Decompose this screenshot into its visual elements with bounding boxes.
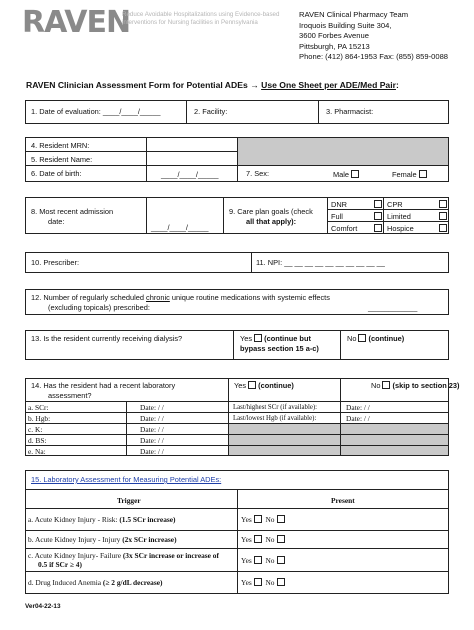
goal-hospice[interactable]: Hospice <box>387 224 414 233</box>
last-lowest-hgb-date[interactable]: Date: / / <box>346 414 370 423</box>
contact-address <box>299 10 469 63</box>
male-checkbox[interactable] <box>351 170 359 178</box>
date-of-evaluation-field[interactable]: 1. Date of evaluation: ____/____/_____ <box>31 107 161 116</box>
lab-bs-label: d. BS: <box>28 436 47 445</box>
labs-yes-checkbox[interactable] <box>248 381 256 389</box>
labs-question: 14. Has the resident had a recent laboratory <box>31 381 176 390</box>
shaded-area <box>229 424 448 455</box>
prescriber-field[interactable]: 10. Prescriber: <box>31 258 80 267</box>
goal-comfort-checkbox[interactable] <box>374 224 382 232</box>
address-line: Phone: (412) 864-1953 Fax: (855) 859-0088 <box>299 52 449 62</box>
lab-na-label: e. Na: <box>28 447 46 456</box>
present-column-header: Present <box>331 496 355 505</box>
version-footer: Ver04-22-13 <box>25 603 61 610</box>
labs-yes-option[interactable]: Yes (continue) <box>234 381 294 390</box>
labs-question-2: assessment? <box>48 391 92 400</box>
address-line: Iroquois Building Suite 304, <box>299 20 392 30</box>
trigger-aki-failure-2: 0.5 if SCr ≥ 4) <box>38 560 82 569</box>
admission-date-label: 8. Most recent admission <box>31 207 114 216</box>
goal-comfort[interactable]: Comfort <box>331 224 358 233</box>
aki-failure-yes-checkbox[interactable] <box>254 556 262 564</box>
admission-date-label-2: date: <box>48 217 65 226</box>
lab-k-label: c. K: <box>28 425 43 434</box>
goal-limited-checkbox[interactable] <box>439 212 447 220</box>
last-highest-scr-label: Last/highest SCr (if available): <box>233 404 317 411</box>
facility-field[interactable]: 2. Facility: <box>194 107 228 116</box>
goal-hospice-checkbox[interactable] <box>439 224 447 232</box>
aki-risk-present[interactable]: Yes No <box>241 515 285 524</box>
address-line: 3600 Forbes Avenue <box>299 31 369 41</box>
drug-anemia-yes-checkbox[interactable] <box>254 578 262 586</box>
lab-na-date[interactable]: Date: / / <box>140 447 164 456</box>
aki-injury-yes-checkbox[interactable] <box>254 535 262 543</box>
aki-injury-present[interactable]: Yes No <box>241 535 285 544</box>
goal-cpr-checkbox[interactable] <box>439 200 447 208</box>
lab-hgb-label: b. Hgb: <box>28 414 51 423</box>
pharmacist-field[interactable]: 3. Pharmacist: <box>326 107 374 116</box>
logo-tagline: Reduce Avoidable Hospitalizations using Evidence-based interventions for Nursing facilities in Pennsylvania <box>122 11 280 26</box>
aki-risk-no-checkbox[interactable] <box>277 515 285 523</box>
sex-female-option[interactable] <box>392 170 427 179</box>
dialysis-yes-note: bypass section 15 a-c) <box>240 344 319 353</box>
sex-male-option[interactable] <box>333 170 359 179</box>
medications-count-field[interactable]: ____________ <box>368 303 418 312</box>
date-of-birth-label: 6. Date of birth: <box>31 169 82 178</box>
care-plan-goals-label: 9. Care plan goals (check <box>229 207 313 216</box>
goal-full-checkbox[interactable] <box>374 212 382 220</box>
lab-hgb-date[interactable]: Date: / / <box>140 414 164 423</box>
goal-limited[interactable]: Limited <box>387 212 411 221</box>
title-underlined: Use One Sheet per ADE/Med Pair <box>261 80 396 90</box>
trigger-aki-risk: a. Acute Kidney Injury - Risk: (1.5 SCr increase) <box>28 515 176 524</box>
care-plan-goals-label-2: all that apply): <box>246 217 297 226</box>
resident-name-label: 5. Resident Name: <box>31 155 93 164</box>
goal-dnr-checkbox[interactable] <box>374 200 382 208</box>
drug-anemia-no-checkbox[interactable] <box>277 578 285 586</box>
aki-failure-no-checkbox[interactable] <box>277 556 285 564</box>
trigger-column-header: Trigger <box>117 496 141 505</box>
shaded-area <box>238 138 448 165</box>
female-checkbox[interactable] <box>419 170 427 178</box>
trigger-aki-injury: b. Acute Kidney Injury - Injury (2x SCr increase) <box>28 535 177 544</box>
goal-dnr[interactable]: DNR <box>331 200 348 209</box>
trigger-drug-anemia: d. Drug Induced Anemia (≥ 2 g/dL decrease) <box>28 578 163 587</box>
female-label: Female <box>392 170 417 179</box>
lab-scr-label: a. SCr: <box>28 403 49 412</box>
lab-k-date[interactable]: Date: / / <box>140 425 164 434</box>
raven-logo: RAVEN <box>22 5 131 40</box>
dialysis-yes-option[interactable]: Yes (continue but <box>240 334 311 343</box>
title-suffix: : <box>395 80 399 90</box>
address-line: Pittsburgh, PA 15213 <box>299 41 370 51</box>
address-line: RAVEN Clinical Pharmacy Team <box>299 10 409 19</box>
aki-risk-yes-checkbox[interactable] <box>254 515 262 523</box>
labs-no-checkbox[interactable] <box>382 381 390 389</box>
last-lowest-hgb-label: Last/lowest Hgb (if available): <box>233 415 317 422</box>
goal-full[interactable]: Full <box>331 212 343 221</box>
goal-cpr[interactable]: CPR <box>387 200 403 209</box>
title-main: RAVEN Clinician Assessment Form for Potential ADEs → <box>26 80 262 90</box>
prescriber-row <box>25 252 449 273</box>
medications-question-2: (excluding topicals) prescribed: <box>48 303 150 312</box>
drug-anemia-present[interactable]: Yes No <box>241 578 285 587</box>
last-highest-scr-date[interactable]: Date: / / <box>346 403 370 412</box>
form-title <box>26 80 399 90</box>
medications-question: 12. Number of regularly scheduled chronic unique routine medications with systemic effects <box>31 293 330 302</box>
lab-bs-date[interactable]: Date: / / <box>140 436 164 445</box>
dialysis-no-checkbox[interactable] <box>358 334 366 342</box>
aki-injury-no-checkbox[interactable] <box>277 535 285 543</box>
dialysis-yes-checkbox[interactable] <box>254 334 262 342</box>
resident-mrn-label: 4. Resident MRN: <box>31 141 90 150</box>
admission-date-field[interactable]: ____/____/_____ <box>151 223 209 232</box>
lab-scr-date[interactable]: Date: / / <box>140 403 164 412</box>
aki-failure-present[interactable]: Yes No <box>241 556 285 565</box>
dialysis-no-option[interactable]: No (continue) <box>347 334 405 343</box>
date-of-birth-field[interactable]: ____/____/_____ <box>161 170 219 179</box>
section15-title: 15. Laboratory Assessment for Measuring Potential ADEs: <box>31 475 222 484</box>
labs-no-option[interactable]: No (skip to section 23) <box>371 381 460 390</box>
sex-label: 7. Sex: <box>246 169 270 178</box>
trigger-aki-failure: c. Acute Kidney Injury- Failure (3x SCr increase or increase of <box>28 551 219 560</box>
dialysis-question: 13. Is the resident currently receiving dialysis? <box>31 334 183 343</box>
male-label: Male <box>333 170 350 179</box>
npi-field[interactable]: 11. NPI: __ __ __ __ __ __ __ __ __ __ <box>256 258 385 267</box>
